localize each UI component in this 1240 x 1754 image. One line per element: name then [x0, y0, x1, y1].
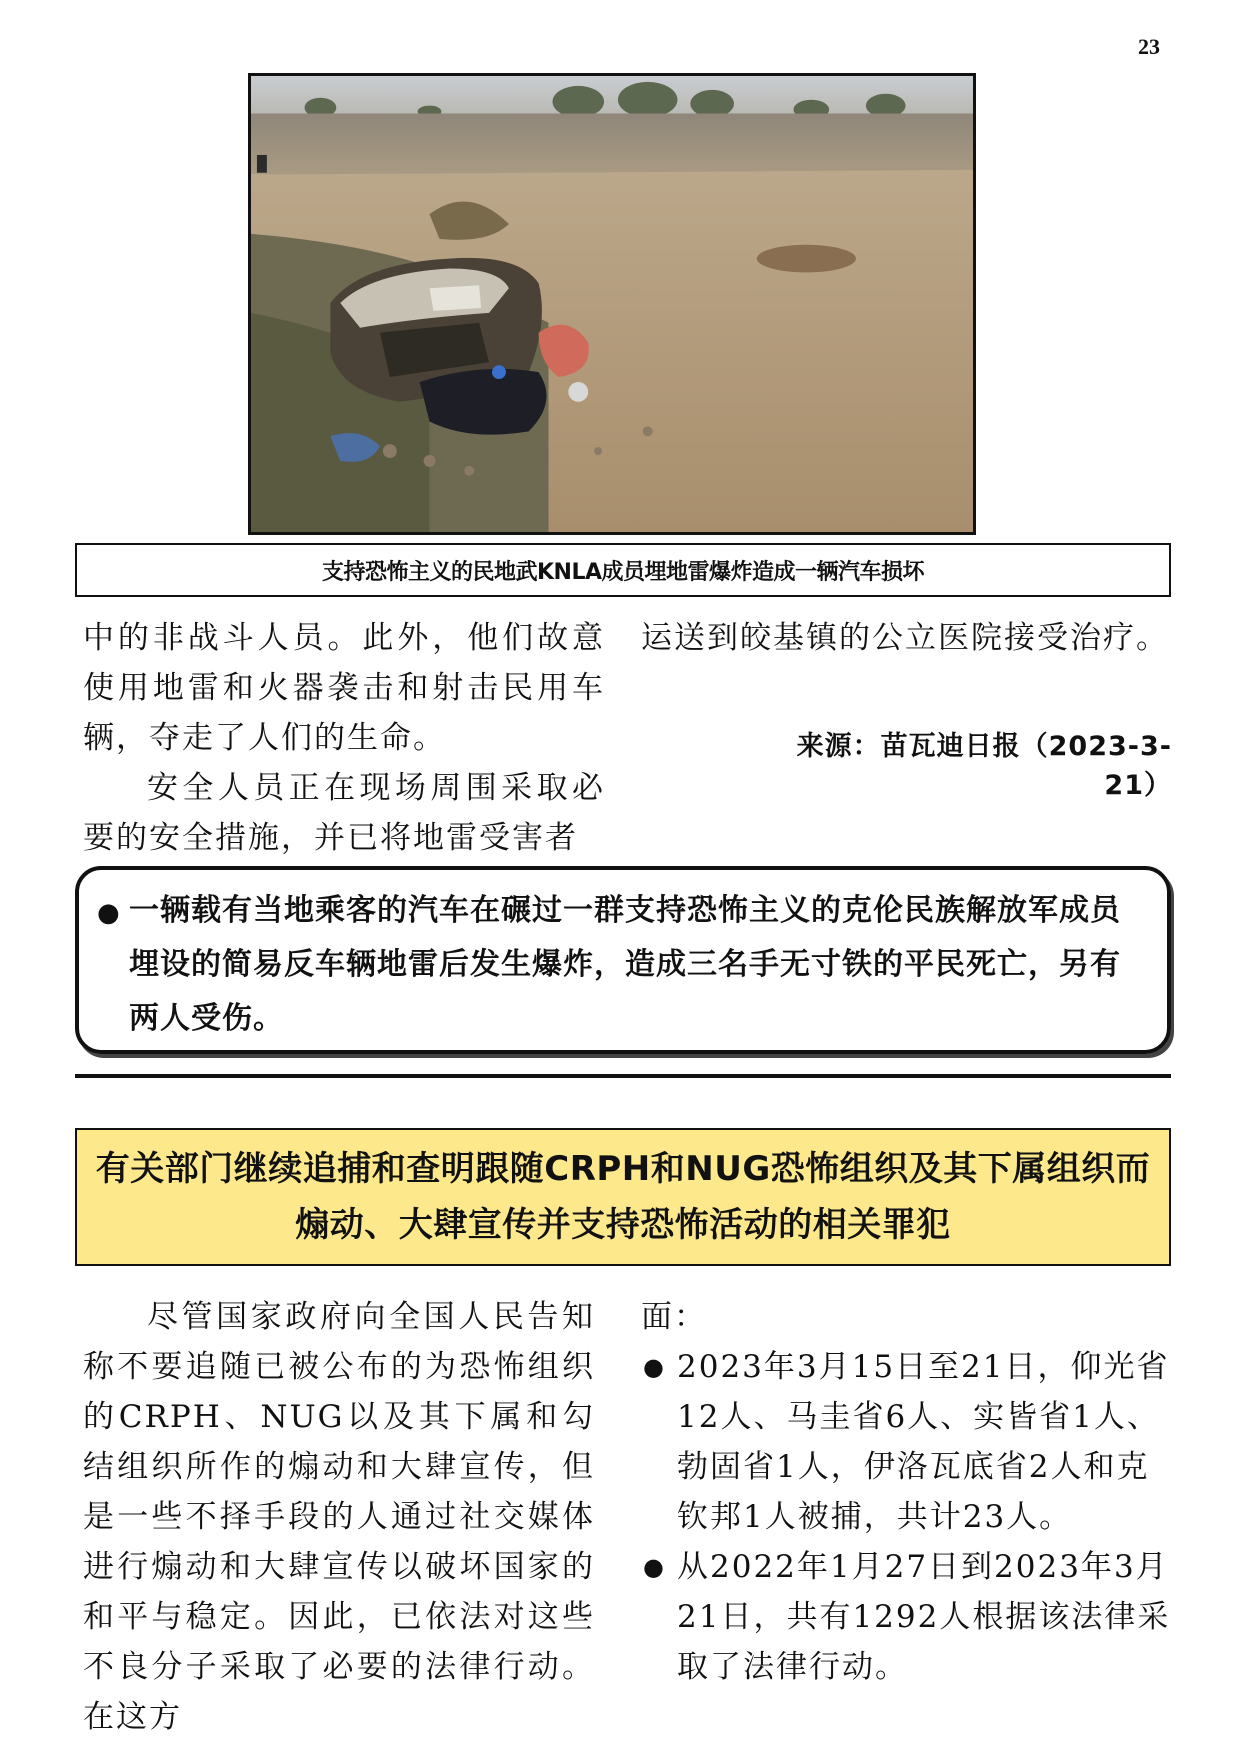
news-photo — [248, 73, 976, 535]
landmine-damaged-car-photo — [251, 76, 973, 532]
photo-caption: 支持恐怖主义的民地武KNLA成员埋地雷爆炸造成一辆汽车损坏 — [75, 543, 1171, 597]
article2-paragraph-intro: 面： — [641, 1299, 707, 1335]
list-item-text: 从2022年1月27日到2023年3月21日，共有1292人根据该法律采取了法律行动。 — [677, 1549, 1171, 1685]
article2-right-column — [641, 1292, 1171, 1692]
bullet-icon: ● — [643, 1553, 666, 1581]
list-item-text: 2023年3月15日至21日，仰光省12人、马圭省6人、实皆省1人、勃固省1人，伊洛瓦底省2人和克钦邦1人被捕，共计23人。 — [677, 1349, 1170, 1535]
article1-paragraph-2: 安全人员正在现场周围采取必要的安全措施，并已将地雷受害者 — [83, 770, 605, 856]
article1-right-column — [641, 613, 1171, 663]
article1-source: 来源：苗瓦迪日报（2023-3-21） — [796, 731, 1172, 801]
list-item — [641, 1542, 1171, 1692]
bullet-icon: ● — [643, 1353, 666, 1381]
bullet-icon: ● — [97, 898, 120, 928]
article1-paragraph-1: 中的非战斗人员。此外，他们故意使用地雷和火器袭击和射击民用车辆，夺走了人们的生命。 — [83, 620, 605, 756]
page-number: 23 — [1138, 34, 1160, 59]
summary-text: 一辆载有当地乘客的汽车在碾过一群支持恐怖主义的克伦民族解放军成员埋设的简易反车辆地雷后发生爆炸，造成三名手无寸铁的平民死亡，另有两人受伤。 — [129, 893, 1121, 1036]
article1-paragraph-3: 运送到皎基镇的公立医院接受治疗。 — [641, 620, 1169, 656]
article2-left-column — [83, 1292, 595, 1742]
section-divider — [75, 1074, 1171, 1078]
article1-left-column — [83, 613, 605, 863]
article2-headline: 有关部门继续追捕和查明跟随CRPH和NUG恐怖组织及其下属组织而煽动、大肆宣传并支持恐怖活动的相关罪犯 — [75, 1128, 1171, 1266]
list-item — [641, 1342, 1171, 1542]
article2-bullet-list — [641, 1342, 1171, 1692]
summary-box — [75, 866, 1171, 1054]
article2-paragraph-1: 尽管国家政府向全国人民告知称不要追随已被公布的为恐怖组织的CRPH、NUG以及其下属和勾结组织所作的煽动和大肆宣传，但是一些不择手段的人通过社交媒体进行煽动和大肆宣传以破坏国家的和平与稳定。因此，已依法对这些不良分子采取了必要的法律行动。在这方 — [83, 1299, 595, 1735]
